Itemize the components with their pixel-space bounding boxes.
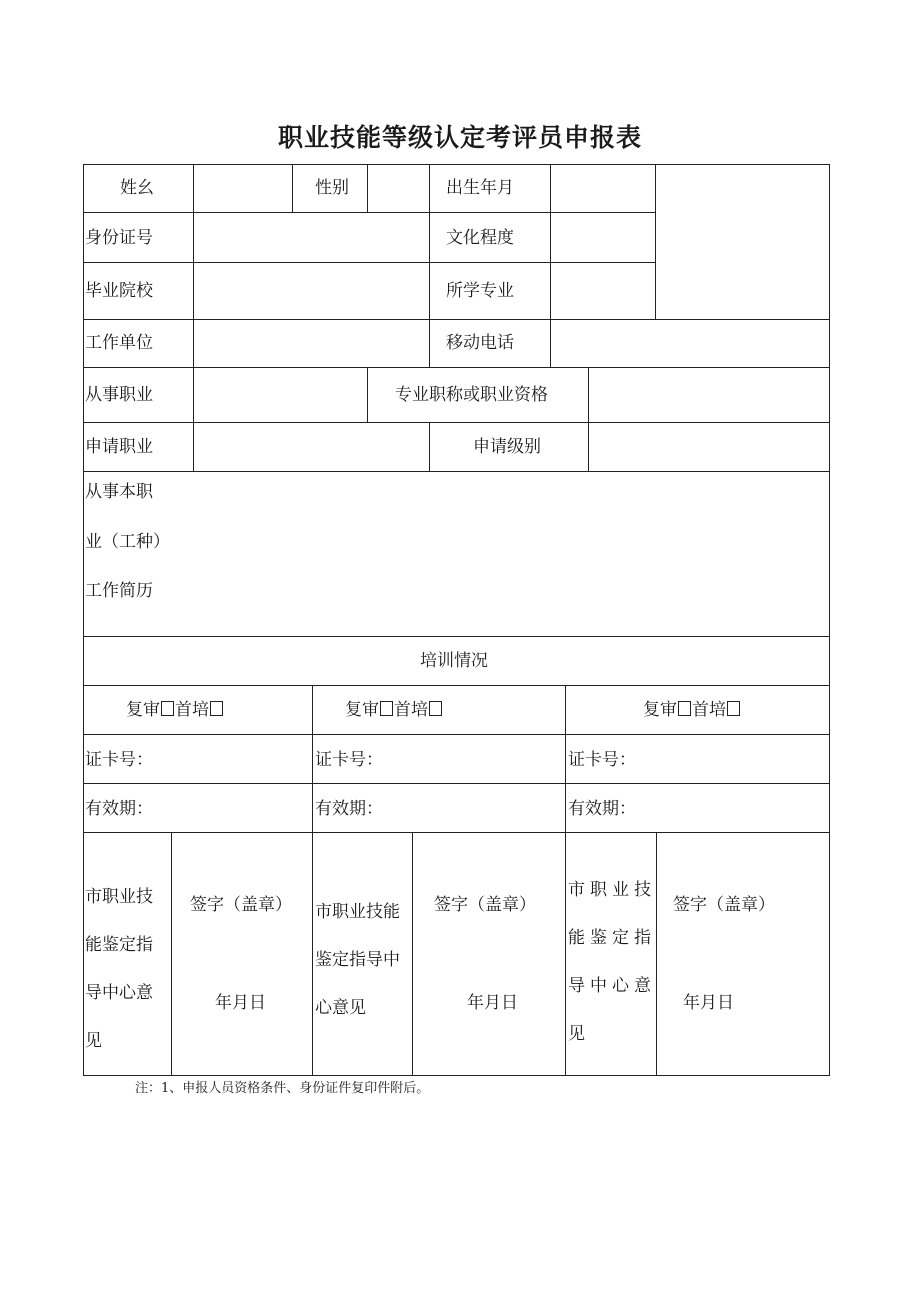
review-option-label: 复审 [345,700,379,720]
signature-label: 签字（盖章） [673,895,775,915]
school-label: 毕业院校 [85,281,153,301]
employer-label: 工作单位 [85,333,153,353]
name-label: 姓幺 [120,178,154,198]
training-status-2 [345,700,443,720]
work-history-label-line3: 工作简历 [85,581,153,601]
review-checkbox[interactable] [380,701,393,716]
training-status-1 [126,700,224,720]
date-label: 年月日 [683,993,734,1013]
first-training-checkbox[interactable] [429,701,442,716]
card-number-label: 证卡号： [568,750,636,770]
first-training-option-label: 首培 [692,700,726,720]
work-history-label-line2: 业（工种） [85,532,170,552]
valid-period-label: 有效期： [568,799,636,819]
first-training-option-label: 首培 [394,700,428,720]
form-title: 职业技能等级认定考评员申报表 [277,123,642,152]
signature-label: 签字（盖章） [434,895,536,915]
apply-occupation-label: 申请职业 [85,437,153,457]
card-number-label: 证卡号： [315,750,383,770]
training-status-3 [643,700,741,720]
professional-title-label: 专业职称或职业资格 [395,385,548,405]
occupation-label: 从事职业 [85,385,153,405]
signature-label: 签字（盖章） [190,895,292,915]
review-option-label: 复审 [643,700,677,720]
card-number-label: 证卡号： [85,750,153,770]
center-opinion-label: 市职业技能鉴定指导中心意见 [315,902,400,1018]
id-number-label: 身份证号 [85,228,153,248]
education-label: 文化程度 [446,228,514,248]
center-opinion-label: 市职业技能鉴定指导中心意见 [568,880,656,1044]
work-history-label-line1: 从事本职 [85,482,153,502]
valid-period-label: 有效期： [85,799,153,819]
major-label: 所学专业 [446,281,514,301]
apply-level-label: 申请级别 [473,437,541,457]
center-opinion-label: 市职业技能鉴定指导中心意见 [85,887,153,1051]
training-header: 培训情况 [420,651,488,671]
review-checkbox[interactable] [678,701,691,716]
date-label: 年月日 [467,993,518,1013]
phone-label: 移动电话 [446,333,514,353]
gender-label: 性别 [315,178,349,198]
birth-date-label: 出生年月 [446,178,514,198]
first-training-checkbox[interactable] [727,701,740,716]
review-option-label: 复审 [126,700,160,720]
valid-period-label: 有效期： [315,799,383,819]
first-training-option-label: 首培 [175,700,209,720]
footnote: 注：1、申报人员资格条件、身份证件复印件附后。 [135,1081,430,1096]
date-label: 年月日 [215,993,266,1013]
first-training-checkbox[interactable] [210,701,223,716]
review-checkbox[interactable] [161,701,174,716]
